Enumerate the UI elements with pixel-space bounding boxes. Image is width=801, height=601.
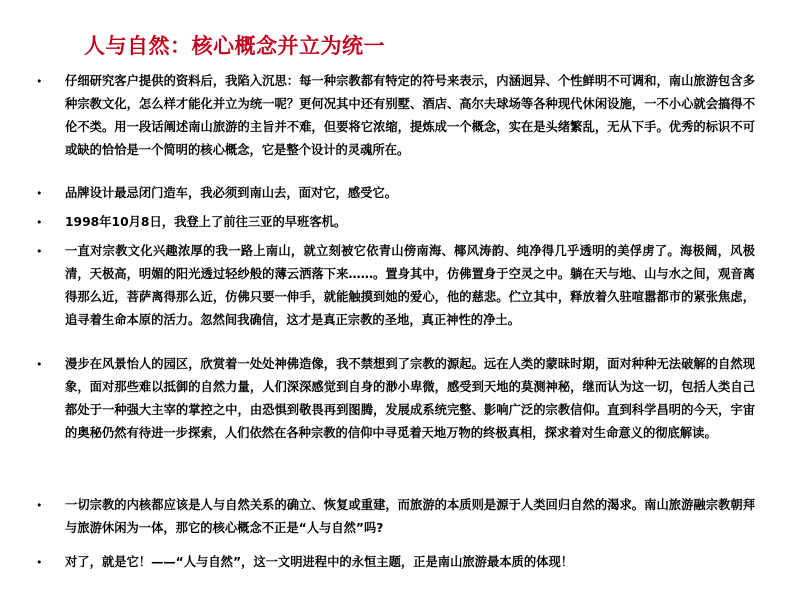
bullet-marker: • bbox=[36, 75, 43, 88]
bullet-marker: • bbox=[36, 556, 43, 569]
paragraph-brand-design: 品牌设计最忌闭门造车，我必须到南山去，面对它，感受它。 bbox=[65, 186, 398, 200]
paragraph-nanshan-journey: 一直对宗教文化兴趣浓厚的我一路上南山，就立刻被它依青山傍南海、椰风涛韵、纯净得几乎透明的美俘虏了。海极阔，风极清，天极高，明媚的阳光透过轻纱般的薄云洒落下来……。置身其中，仿佛置身于空灵之中。躺在天与地、山与水之间，观音离得那么近，菩萨离得那么近，仿佛只要一伸手，就能触摸到她的爱心，他的慈悲。伫立其中，释放着久驻喧嚣都市的紧张焦虑，追寻着生命本原的活力。忽然间我确信，这才是真正宗教的圣地，真正神性的净土。 bbox=[65, 244, 755, 327]
paragraph-conclusion: 对了，就是它！——“人与自然”，这一文明进程中的永恒主题，正是南山旅游最本质的体现！ bbox=[65, 555, 574, 569]
page-title: 人与自然：核心概念并立为统一 bbox=[84, 33, 385, 58]
paragraph-date: 1998年10月8日，我登上了前往三亚的早班客机。 bbox=[65, 215, 347, 229]
paragraph-religion-origin: 漫步在风景怡人的园区，欣赏着一处处神佛造像，我不禁想到了宗教的源起。远在人类的蒙昧时期，面对种种无法破解的自然现象，面对那些难以抵御的自然力量，人们深深感觉到自身的渺小卑微，感受到天地的莫测神秘，继而认为这一切，包括人类自己都处于一种强大主宰的掌控之中，由恐惧到敬畏再到图腾，发展成系统完整、影响广泛的宗教信仰。直到科学昌明的今天，宇宙的奥秘仍然有待进一步探索，人们依然在各种宗教的信仰中寻觅着天地万物的终极真相，探求着对生命意义的彻底解读。 bbox=[65, 357, 755, 440]
bullet-marker: • bbox=[36, 499, 43, 512]
bullet-marker: • bbox=[36, 216, 43, 229]
paragraph-core-concept: 一切宗教的内核都应该是人与自然关系的确立、恢复或重建，而旅游的本质则是源于人类回归自然的渴求。南山旅游融宗教朝拜与旅游休闲为一体，那它的核心概念不正是“人与自然”吗? bbox=[65, 498, 755, 535]
bullet-marker: • bbox=[36, 358, 43, 371]
bullet-marker: • bbox=[36, 245, 43, 258]
paragraph-research: 仔细研究客户提供的资料后，我陷入沉思：每一种宗教都有特定的符号来表示，内涵迥异、个性鲜明不可调和，南山旅游包含多种宗教文化，怎么样才能化并立为统一呢？更何况其中还有别墅、酒店、高尔夫球场等各种现代休闲设施，一不小心就会搞得不伦不类。用一段话阐述南山旅游的主旨并不难，但要将它浓缩，提炼成一个概念，实在是头绪繁乱，无从下手。优秀的标识不可或缺的恰恰是一个简明的核心概念，它是整个设计的灵魂所在。 bbox=[65, 74, 755, 157]
bullet-marker: • bbox=[36, 187, 43, 200]
